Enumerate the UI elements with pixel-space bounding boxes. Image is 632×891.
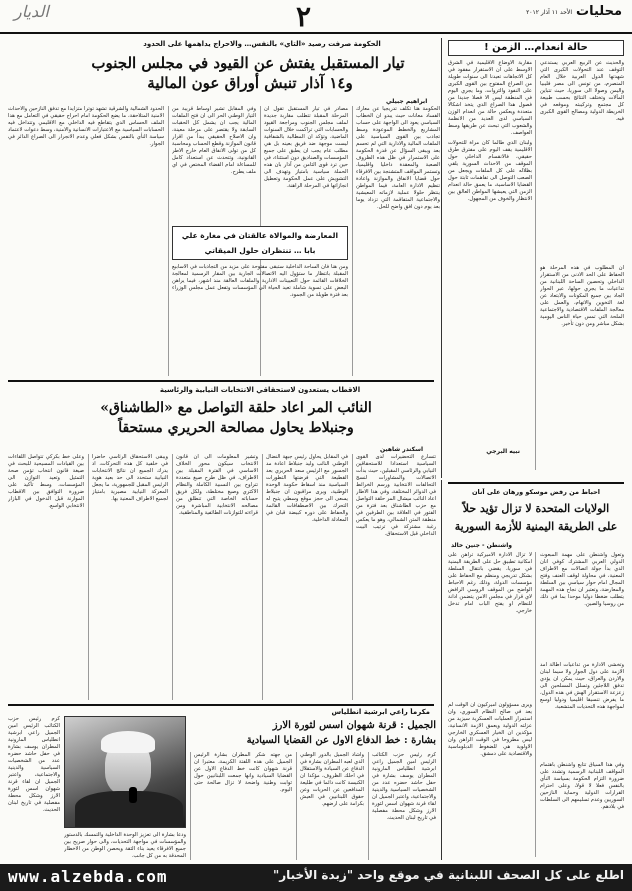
right-article-headline-2: على الطريقة اليمنية للأزمة السورية (454, 520, 618, 533)
column-divider (88, 454, 89, 700)
middle-article-col-5: وعلى خط بكركي تتواصل اللقاءات بين القيادات المسيحية للبحث في صيغة قانون انتخاب تؤمن صحة التمثيل وتعيد التوازن الى المؤسسات، وسط تأكيد على ضرورة التوافق بين الاقطاب الموارنة قبل الدخول في البازار الانتخابي الواسع. (8, 454, 84, 509)
left-article-col-4: الحدود الشمالية والشرقية تشهد توترا متزايدا مع تدفق النازحين والاحداث الامنية المتلاحقة، ما يضع الحكومة امام احراج حقيقي في التعامل مع هذا الملف الحساس الذي يتقاطع فيه الداخلي مع الاقليمي وتتداخل فيه الحسابات السياسية مع الاعتبارات الانسانية والامنية، وسط دعوات لاعتماد سياسة النأي بالنفس بشكل فعلي وعدم الانجرار الى الصراع الدائر في الجوار. (8, 106, 164, 147)
middle-article-col-1: تتسارع التحضيرات لدى القوى السياسية استعدادا للاستحقاقين النيابي والرئاسي المقبلين، حيث بدأت الاتصالات والمشاورات لنسج التحالفات الانتخابية ورسم الخرائط في الدوائر المختلفة، وفي هذا الاطار اعاد النائب ميشال المر حلقة التواصل مع حزب الطاشناق بعد فترة من الفتور في العلاقة بين الطرفين في منطقة المتن الشمالي، وهو ما يعكس رغبة مشتركة في ترتيب البيت الداخلي قبل الاستحقاق. (356, 454, 436, 537)
issue-date: الأحد ١١ آذار ٢٠١٢ (526, 9, 572, 16)
bottom-article-col-1: كرم رئيس حزب الكتائب الرئيس امين الجميل راعي ابرشية انطلياس المارونية المطران يوسف بشارة في حفل حاشد حضره عدد من الشخصيات السياسية والدينية والاجتماعية، واعتبر الجميل ان لقاء قرنة شهوان اسس لثورة الارز وشكل محطة مفصلية في تاريخ لبنان الحديث. (372, 752, 436, 821)
horizontal-rule (448, 482, 624, 484)
bottom-article-headline-2: بشارة : خط الدفاع الاول عن القضايا السيادية (246, 735, 436, 746)
middle-article-col-3: وتشير المعلومات الى ان قانون الانتخاب سيكون محور الخلاف الاساسي في الفترة المقبلة بين الاطراف، في ظل طرح صيغ متعددة تتراوح بين النسبية الكاملة والنظام الاكثري وصيغ مختلطة، ولكل فريق حساباته الخاصة التي تنطلق من مصالحه الانتخابية المباشرة ومن قراءته للتوازنات الطائفية والمناطقية. (176, 454, 258, 516)
microphone-icon (129, 787, 137, 803)
bottom-article-col-4: ودعا بشارة الى تعزيز الوحدة الداخلية والتمسك بالدستور والمؤسسات في مواجهة التحديات، والى حوار صريح بين جميع الافرقاء يعيد بناء الثقة ويحصن الوطن من الاخطار المحدقة به من كل جانب. (64, 832, 186, 859)
section-title: محليات (576, 4, 622, 19)
newspaper-logo: الديار (14, 2, 49, 21)
right-article-kicker: احباط من رفض موسكو ورهان على آنان (471, 488, 601, 496)
column-divider (190, 752, 191, 860)
middle-article-headline-1: النائب المر اعاد حلقة التواصل مع «الطاشناق» (100, 400, 372, 416)
bottom-article-headline-1: الجميل : قرنة شهوان اسس لثورة الارز (272, 720, 436, 731)
middle-article-headline-2: وجنبلاط يحاول مصالحة الحريري مستحقاً (118, 420, 354, 436)
photo-hair (101, 731, 155, 753)
left-article-pullquote: المعارضة والموالاة عالقتان في مغارة علي بابا … تنتظران حلول الميقاتي (181, 231, 339, 255)
left-article-byline: ابراهيم جبيلي (386, 98, 428, 105)
column-divider (535, 60, 536, 470)
bottom-article-col-5: كرم رئيس حزب الكتائب الرئيس امين الجميل راعي ابرشية انطلياس المارونية المطران يوسف بشارة في حفل حاشد حضره عدد من الشخصيات السياسية والدينية والاجتماعية، واعتبر الجميل ان لقاء قرنة شهوان اسس لثورة الارز وشكل محطة مفصلية في تاريخ لبنان الحديث. (8, 716, 60, 813)
middle-article-kicker: الاقطاب يستعدون لاستحقاقي الانتخابات النيابية والرئاسية (159, 386, 361, 394)
bottom-article-kicker: مكرماً راعي ابرشية انطلياس (331, 708, 430, 716)
left-article-col-2: مصادر في تيار المستقبل تقول ان المرحلة المقبلة تتطلب مقاربة جديدة لملف مجلس الجنوب ومراجعة القيود والحسابات التي تراكمت خلال السنوات الماضية، وتؤكد ان المطالبة بالشفافية ليست موجهة ضد فريق بعينه بل هي مطلب عام يجب ان يطبق على جميع المؤسسات والصناديق دون استثناء، في حين ترد قوى الثامن من آذار بان هذه الحملة سياسية بامتياز وتهدف الى التشويش على عمل الحكومة وتعطيل انجازاتها في المرحلة الراهنة. (264, 106, 348, 189)
column-divider (535, 552, 536, 857)
left-article-col-1: الحكومة هنا تكلف تدريجيا عن معارك الفساد معانات حيث يبدو ان الخطاب السياسي يعود الى الواجهة على حساب المشاريع والخطط الموعودة وسط تجاذب بين القوى السياسية على الملفات المالية والادارية التي لم تحسم بعد ويبقى السؤال عن قدرة الحكومة على الاستمرار في ظل هذه الظروف الصعبة والمعقدة داخليا واقليميا، وتستمر المواقف المتشنجة بين الافرقاء حول قضايا الانفاق والموازنة واعادة تنظيم الادارة العامة، فيما المواطن ينتظر حلولا عملية لازماته المعيشية والاجتماعية المتفاقمة التي تزداد يوما بعد يوم دون افق واضح للحل. (356, 106, 440, 210)
footer-website-link[interactable]: www.alzebda.com (8, 867, 168, 886)
bottom-article-col-3: من جهته شكر المطران بشارة الرئيس الجميل على هذه اللفتة الكريمة، معتبرا ان قرنة شهوان كانت خط الدفاع الاول عن القضايا السيادية وانها جمعت اللبنانيين حول ثوابت وطنية واضحة لا تزال صالحة حتى اليوم. (194, 752, 292, 793)
footer-promo-text: اطلع على كل الصحف اللبنانية في موقع واحد "زبدة الأخبار" (272, 868, 624, 882)
column-divider (352, 106, 353, 376)
footer-banner (0, 864, 632, 891)
column-divider (168, 106, 169, 376)
page-number: ٢ (296, 0, 312, 33)
left-article-kicker: الحكومة صرفت رصيد «التاي» بالنفس… والاحراج يداهمها على الحدود (143, 40, 381, 48)
opinion-text-col-2b: ان المطلوب في هذه المرحلة هو الحفاظ على الحد الادنى من الاستقرار الداخلي وتحصين الساحة اللبنانية من تداعيات ما يجري حولها، عبر الحوار الجاد بين جميع المكونات والابتعاد عن لغة التخوين والاتهام، والعمل على معالجة الملفات الاقتصادية والاجتماعية الملحة التي تمس حياة الناس اليومية بشكل مباشر ومن دون تأخير. (540, 265, 624, 327)
right-article-headline-1: الولايات المتحدة لا تزال تؤيد حلاً (462, 502, 610, 515)
column-divider (296, 752, 297, 860)
bottom-article-col-2: واشاد الجميل بالدور الوطني الذي لعبه المطران بشارة في الدفاع عن السيادة والاستقلال في احلك الظروف، مؤكدا ان الكنيسة كانت دائما في طليعة المدافعين عن الحريات وعن حقوق اللبنانيين في العيش بكرامة على ارضهم. (300, 752, 364, 807)
right-article-col-1b: ويرى مسؤولون اميركيون ان الوقت لم يعد في صالح النظام السوري، وان استمرار العمليات العسكرية سيزيد من عزلته الدولية ويعمق الازمة الانسانية، مؤكدين ان الخيار العسكري الخارجي ليس مطروحا في الوقت الراهن وان الاولوية هي للضغوط الدبلوماسية والاقتصادية على دمشق. (448, 702, 532, 757)
right-article-col-2c: وفي هذا السياق تتابع واشنطن باهتمام المواقف اللبنانية الرسمية وتشدد على ضرورة التزام الحكومة بسياسة النأي بالنفس فعلا لا قولا، وعلى احترام القرارات الدولية وحماية النازحين السوريين وعدم تسليمهم الى السلطات في بلادهم. (540, 762, 624, 810)
middle-article-col-4: ويبقى الاستحقاق الرئاسي حاضرا في خلفية كل هذه التحركات، اذ يدرك الجميع ان نتائج الانتخابات النيابية ستحدد الى حد بعيد هوية الرئيس المقبل للجمهورية، ما يجعل المعركة النيابية مصيرية بامتياز لجميع الاطراف المعنية بها. (92, 454, 168, 502)
column-divider (352, 454, 353, 700)
right-article-col-2: وتعول واشنطن على مهمة المبعوث الدولي العربي المشترك كوفي انان الذي بدأ جولة اتصالات مع الاطراف المعنية، في محاولة لوقف العنف وفتح المجال امام حوار سياسي بين السلطة والمعارضة، وتعتبر ان نجاح هذه المهمة يتطلب ضغطا دوليا موحدا بما في ذلك من روسيا والصين. (540, 552, 624, 607)
middle-article-byline: اسكندر شاهين (380, 446, 424, 453)
middle-article-col-2: في المقابل يحاول رئيس جبهة النضال الوطني النائب وليد جنبلاط اعادة مد الجسور مع الرئيس سعد الحريري بعد القطيعة التي فرضتها التطورات السياسية منذ اسقاط حكومة الوحدة الوطنية، ويرى مراقبون ان جنبلاط يسعى الى حجز موقع وسطي يتيح له التحرك بين الاصطفافات القائمة والحفاظ على دوره كبيضة قبان في المعادلة الداخلية. (266, 454, 348, 523)
horizontal-rule (8, 380, 434, 382)
opinion-text-col-1b: ولبنان الذي طالما كان مرآة للتحولات الاقليمية يقف اليوم على مفترق طرق حقيقي، فالانقسام الداخلي حول الموقف من الاحداث السورية يلقي بظلاله على كل الملفات ويجعل من الصعب التوصل الى تفاهمات ثابتة حول القضايا الاساسية، ما يعمق حالة انعدام الزمن التي يعيشها المواطن العالق بين الانتظار والخوف من المجهول. (448, 140, 532, 202)
article-photo (64, 716, 186, 828)
column-divider (262, 454, 263, 700)
left-article-pullquote-box (172, 226, 348, 260)
horizontal-rule (8, 704, 434, 706)
page-header (0, 0, 632, 34)
section-divider (441, 480, 442, 860)
opinion-text-col-1: مقاربة الاوضاع الاقليمية في الشرق الاوسط على ان الاستقرار مفقود في كل الاتجاهات تعيدنا الى سنوات طويلة من الصراع المفتوح بين القوى الكبرى على النفوذ والثروات، وما يجري اليوم في المنطقة ليس الا فصلا جديدا من فصول هذا الصراع الذي يتخذ اشكالا متعددة ويعكس حالة من انعدام الوزن السياسي لدى العديد من الانظمة والشعوب التي تبحث عن طريقها وسط العواصف. (448, 60, 532, 136)
left-article-col-5: ومن هنا فان الساحة الداخلية ستبقى مفتوحة على مزيد من التجاذبات في الاسابيع المقبلة بانتظار ما ستؤول اليه الاتصالات الجارية بين المقار الرسمية لمعالجة الخلافات القائمة حول التعيينات الادارية والملفات العالقة منذ اشهر، فيما يراهن البعض على تسوية شاملة تعيد الحياة الى المؤسسات وتفعل عمل مجلس الوزراء بعد فترة طويلة من الجمود. (172, 264, 348, 298)
left-article-headline-2: و١٤ آذار تنبش أوراق عون المالية (147, 74, 353, 92)
left-article-headline-1: تيار المستقبل يفتش عن القيود في مجلس الجنوب (91, 54, 405, 72)
right-article-byline: واشنطن - جنين خالد (450, 542, 512, 549)
opinion-signature: نبيه البرجي (486, 448, 520, 455)
left-article-col-3: وفي المقابل تشير اوساط قريبة من التيار الوطني الحر الى ان فتح الملفات المالية يجب ان يشمل كل الحقبات السابقة ولا يقتصر على مرحلة معينة، وان الاصلاح الحقيقي يبدأ من اقرار قانون الموازنة وقطع الحساب ومحاسبة كل من تولى الانفاق العام خارج الاطر القانونية، وتتحدث عن استعداد كامل للمساءلة امام القضاء المختص في اي ملف يطرح. (172, 106, 256, 175)
section-divider (441, 38, 442, 478)
opinion-text-col-2: والحديث عن الربيع العربي يستدعي التوقف عند التحولات الكبرى التي شهدتها الدول العربية خلال العام المنصرم، من تونس الى مصر فليبيا واليمن وصولا الى سوريا، حيث تتباين المآلات وتختلف النتائج بحسب طبيعة كل مجتمع وتركيبته وموقعه في الخريطة الدولية ومصالح القوى الكبرى فيه. (540, 60, 624, 122)
right-article-col-2b: وتخشى الادارة من تداعيات اطالة امد الازمة على دول الجوار ولا سيما لبنان والاردن والعراق، حيث يمكن ان يؤدي تدفق اللاجئين وتسلل المسلحين الى زعزعة الاستقرار الهش في هذه الدول، ما يفرض تنسيقا اقليميا ودوليا اوسع لمواجهة هذه التحديات المتشعبة. (540, 662, 624, 710)
opinion-headline-box (448, 40, 624, 56)
opinion-headline: حالة انعدام… الزمن ! (484, 42, 588, 53)
right-article-col-1: لا تزال الادارة الاميركية تراهن على امكانية تطبيق حل على الطريقة اليمنية في سوريا، يقضي بانتقال السلطة بشكل تدريجي ومنظم مع الحفاظ على مؤسسات الدولة، وذلك رغم الاحباط الواضح من الموقف الروسي الرافض لاي قرار في مجلس الامن يتضمن ادانة للنظام او يفتح الباب امام تدخل خارجي. (448, 552, 532, 614)
column-divider (172, 454, 173, 700)
column-divider (368, 752, 369, 860)
